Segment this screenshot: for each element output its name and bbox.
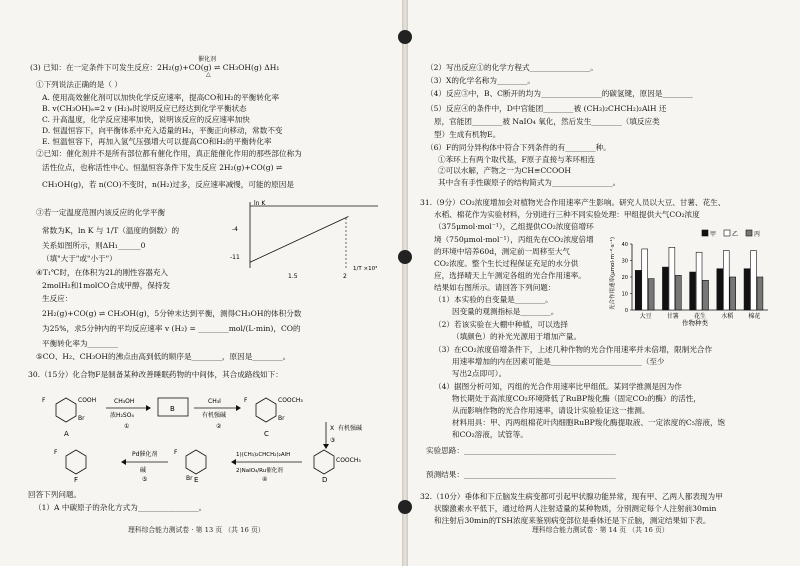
lnk-ytick-0: -4: [232, 226, 238, 233]
label-a: A: [64, 430, 69, 438]
option-d: D. 恒温恒容下，向平衡体系中充入适量的H₂，平衡正向移动，常数不变: [42, 126, 283, 135]
q31-s3b: 用速率增加的内在因素可能是________________________（至少: [452, 357, 665, 366]
q31-p5: 的环境中培养60d，测定前一周移至大气: [434, 247, 571, 256]
q31-p1: 31.（9分）CO₂浓度增加会对植物光合作用速率产生影响。研究人员以大豆、甘薯、花生、: [420, 198, 726, 207]
bar-甲-水稻: [717, 269, 723, 310]
category-label: 棉花: [748, 313, 761, 320]
category-label: 水稻: [721, 313, 734, 320]
bar-乙-水稻: [723, 251, 729, 310]
q32-p3: 和注射后30min的TSH浓度来鉴别病变部位是垂体还是下丘脑，测定结果如下表。: [434, 516, 711, 525]
q31-p2: 水稻、棉花作为实验材料，分别进行三种不同实验处理：甲组提供大气CO₂浓度: [434, 210, 700, 219]
y-tick-label: 30: [621, 258, 628, 265]
q30-l6a: ①苯环上有两个取代基，F原子直接与苯环相连: [438, 155, 596, 164]
q32-p1: 32.（10分）垂体和下丘脑发生病变都可引起甲状腺功能异常，现有甲、乙两人都表现为甲: [420, 492, 723, 501]
svg-text:E: E: [194, 476, 199, 482]
left-page: [0, 0, 398, 566]
category-label: 甘薯: [666, 313, 679, 320]
svg-text:F: F: [244, 397, 248, 404]
svg-text:①: ①: [124, 423, 130, 430]
svg-text:COOCH₃: COOCH₃: [278, 397, 303, 404]
bar-丙-水稻: [730, 277, 736, 310]
q3-s3b: 常数为K，ln K 与 1/T（温度的倒数）的: [42, 226, 180, 235]
bar-乙-甘薯: [669, 247, 675, 310]
ring-d: [314, 450, 334, 474]
q31-s1: （1）本实验的自变量是________。: [434, 295, 553, 304]
ring-f: [66, 450, 86, 474]
q31-p7: 应，选择晴天上午测定各组的光合作用速率。: [434, 271, 586, 280]
q31-s4b: 物长期处于高浓度CO₂环境降低了RuBP羧化酶（固定CO₂的酶）的活性，: [452, 394, 701, 403]
page-gutter: [402, 0, 408, 566]
q31-p3: （375μmol·mol⁻¹），乙组提供CO₂浓度倍增环: [434, 222, 594, 231]
q30-l5: （5）反应④的条件中，D中官能团________被 (CH₃)₂CHCH₂)₂AlH 还: [426, 104, 667, 113]
bar-甲-甘薯: [662, 267, 668, 310]
q31-p6: CO₂浓度。整个生长过程保证充足的水分供: [434, 259, 579, 268]
chart-ylabel: 光合作用速率(μmol·m⁻²·s⁻¹): [610, 237, 616, 310]
q3-s4c: 生反应：: [42, 294, 73, 303]
svg-text:CH₃OH: CH₃OH: [114, 398, 135, 405]
svg-text:Br: Br: [186, 475, 193, 482]
q31-s4: （4）据图分析可知，丙组的光合作用速率比甲组低。某同学推测是因为作: [434, 382, 682, 391]
q31-s1b: 因变量的观测指标是________。: [452, 307, 559, 316]
bar-丙-棉花: [757, 277, 763, 310]
svg-text:B: B: [170, 405, 175, 413]
bar-乙-棉花: [751, 251, 757, 310]
q31-p8: 结果如右图所示。请回答下列问题：: [434, 283, 556, 292]
svg-text:CH₃I: CH₃I: [208, 398, 221, 405]
legend-label-甲: 甲: [710, 231, 717, 238]
q3-s4b: 2molH₂和1molCO合成甲醇，保持发: [42, 281, 171, 290]
q30-title: 30.（15分）化合物F是制备某种改善睡眠药物的中间体，其合成路线如下：: [28, 370, 283, 379]
photosynthesis-bar-chart: [606, 224, 774, 328]
bar-丙-大豆: [648, 279, 654, 310]
svg-text:F: F: [42, 397, 46, 404]
svg-text:X: X: [330, 425, 335, 432]
svg-text:COOCH₃: COOCH₃: [336, 457, 361, 464]
bar-丙-甘薯: [675, 275, 681, 310]
q31-s4e: 和CO₂溶液，试管等。: [452, 430, 528, 439]
q3-s4f: 平衡转化率为________: [42, 339, 118, 348]
chart-xlabel: 作物种类: [682, 319, 708, 327]
option-b: B. v(CH₃OH)ₑ=2 v (H₂)ₑ时说明反应已经达到化学平衡状态: [42, 104, 247, 113]
right-page: [412, 0, 800, 566]
svg-text:F: F: [174, 449, 178, 456]
left-footer: 理科综合能力测试卷 · 第 13 页 （共 16 页）: [128, 526, 265, 534]
q30-sub1: （1）A 中碳原子的杂化方式为________________。: [34, 503, 207, 512]
q32-p2: 状腺激素水平低下，通过给两人注射适量的某种物质，分别测定每个人注射前30min: [434, 504, 717, 513]
q3-s2a: ②已知：催化剂并不是所有部位都有催化作用，真正能催化作用的那些部位称为: [36, 149, 302, 158]
q31-s3: （3）在CO₂浓度倍增条件下，上述几种作物的光合作用速率并未倍增，限制光合作: [434, 345, 713, 354]
q30-l2: （2）写出反应①的化学方程式________________。: [426, 63, 598, 72]
q3-intro: (3) 已知：在一定条件下可发生反应：2H₂(g)+CO(g) ⇌ CH₃OH(g) ΔH₁: [30, 63, 280, 72]
lnk-ytick-1: -11: [230, 254, 240, 261]
svg-text:F: F: [54, 449, 58, 456]
q3-s5: ⑤CO、H₂、CH₃OH的沸点由高到低的顺序是________，原因是________。: [36, 352, 291, 361]
q3-s3c: 关系如图所示，则ΔH₁______0: [42, 241, 146, 250]
q3-s3a: ③若一定温度范围内该反应的化学平衡: [36, 208, 166, 217]
svg-text:2)NaIO₄/Ru催化剂: 2)NaIO₄/Ru催化剂: [236, 468, 283, 474]
legend-label-乙: 乙: [732, 231, 739, 238]
heat-label: △: [206, 71, 211, 78]
legend-swatch-乙: [724, 230, 730, 236]
lnk-xtick-1: 2: [343, 273, 347, 280]
lnk-line: [250, 216, 348, 262]
svg-text:③: ③: [330, 437, 336, 444]
catalyst-label: 催化剂: [198, 56, 217, 63]
legend-swatch-甲: [702, 230, 708, 236]
q3-s2b: 活性位点，也称活性中心。恒温恒容条件下发生反应 2H₂(g)+CO(g) ⇌: [42, 163, 283, 172]
svg-text:浓H₂SO₄: 浓H₂SO₄: [110, 412, 134, 419]
svg-text:②: ②: [216, 423, 222, 430]
bar-乙-花生: [696, 252, 702, 310]
svg-text:碱: 碱: [140, 467, 147, 474]
y-tick-label: 0: [624, 308, 628, 314]
option-a: A. 使用高效催化剂可以加快化学反应速率，提高CO和H₂的平衡转化率: [42, 93, 280, 102]
q30-l3: （3）X的化学名称为________。: [426, 76, 535, 85]
option-e: E. 恒温恒容下，再加入氢气压强增大可以提高CO和H₂的平衡转化率: [42, 137, 272, 146]
q3-s4a: ④T₁℃时，在体积为2L的刚性容器充入: [36, 268, 169, 277]
svg-text:F: F: [74, 476, 79, 482]
q3-s4e: 为25%，求5分钟内的平均反应速率 v (H₂) = ________mol/(L·min)，CO的: [42, 324, 301, 333]
lnk-xlabel: 1/T ×10³: [353, 266, 378, 272]
answer-head: 回答下列问题。: [28, 490, 82, 499]
bar-甲-棉花: [744, 269, 750, 310]
q31-result: 预测结果：________________________________________: [426, 470, 616, 479]
ring-c: [256, 398, 276, 422]
ring-a: [56, 398, 76, 422]
category-label: 大豆: [639, 313, 652, 320]
bar-丙-花生: [703, 280, 709, 310]
q31-s4c: 从而影响作物的光合作用速率，请设计实验验证这一推测。: [452, 406, 650, 415]
lnk-ylabel: ln K: [254, 200, 266, 207]
q31-idea: 实验思路：________________________________________: [426, 446, 616, 455]
q3-s1: ①下列说法正确的是（ ）: [36, 80, 122, 89]
svg-text:COOH: COOH: [78, 397, 97, 404]
svg-text:Pd催化剂: Pd催化剂: [132, 451, 158, 458]
lnk-xtick-0: 1.5: [288, 273, 298, 280]
synthesis-route: [36, 382, 386, 482]
bar-乙-大豆: [642, 249, 648, 310]
svg-text:D: D: [322, 476, 328, 482]
option-c: C. 升高温度，化学反应速率加快，说明该反应的反应速率加快: [42, 115, 250, 124]
y-tick-label: 40: [621, 242, 628, 248]
svg-text:有机强碱: 有机强碱: [202, 412, 227, 419]
svg-text:⑤: ⑤: [142, 476, 148, 482]
svg-text:Br: Br: [78, 415, 85, 422]
y-tick-label: 10: [621, 291, 628, 298]
q3-s3d: （填"大于"或"小于"）: [42, 254, 117, 263]
q3-s2c: CH₃OH(g)，若 n(CO)不变时，n(H₂)过多，反应速率减慢，可能的原因是: [42, 180, 294, 189]
legend-swatch-丙: [746, 230, 752, 236]
q3-s4d: 2H₂(g)+CO(g) ⇌ CH₃OH(g)，5分钟末达到平衡，测得CH₃OH的体积分数: [42, 309, 302, 318]
legend-label-丙: 丙: [754, 231, 761, 238]
bar-甲-大豆: [635, 270, 641, 310]
ring-e: [186, 450, 206, 474]
bar-甲-花生: [690, 272, 696, 310]
q30-l6b: ②可以水解，产物之一为CH≡CCOOH: [438, 166, 572, 175]
q30-l5c: 型）生成有机物E。: [434, 130, 501, 139]
svg-text:Br: Br: [278, 415, 285, 422]
q30-l6: （6）F的同分异构体中符合下列条件的有________种。: [426, 143, 611, 152]
q31-p4: 境（750μmol·mol⁻¹），丙组先在CO₂浓度倍增: [434, 235, 594, 244]
right-footer: 理科综合能力测试卷 · 第 14 页 （共 16 页）: [532, 526, 669, 534]
svg-text:C: C: [264, 430, 269, 438]
category-label: 花生: [693, 313, 707, 320]
svg-text:④: ④: [262, 476, 268, 482]
lnk-graph: [228, 198, 388, 280]
y-tick-label: 20: [621, 275, 628, 281]
q30-l6c: 其中含有手性碳原子的结构简式为________________。: [438, 178, 621, 187]
q31-s2b: （填颜色）的补光光源用于增加产量。: [452, 332, 582, 341]
svg-text:1)(CH₃)₂CHCH₂)₂AlH: 1)(CH₃)₂CHCH₂)₂AlH: [236, 452, 291, 458]
q31-s4d: 材料用具：甲、丙两组棉花叶肉细胞RuBP羧化酶提取液、一定浓度的C₅溶液，饱: [452, 418, 726, 427]
q30-l4: （4）反应③中，B、C断开的均为________________的碳氢键，原因是________: [426, 89, 693, 98]
q31-s2: （2）若该实验在大棚中种植，可以选择: [434, 320, 568, 329]
svg-text:有机强碱: 有机强碱: [338, 425, 363, 432]
q30-l5b: 原，官能团________被 NaIO₄ 氧化，然后发生________（填反应类: [434, 117, 660, 126]
q31-s3c: 写出2点即可）。: [452, 369, 507, 378]
